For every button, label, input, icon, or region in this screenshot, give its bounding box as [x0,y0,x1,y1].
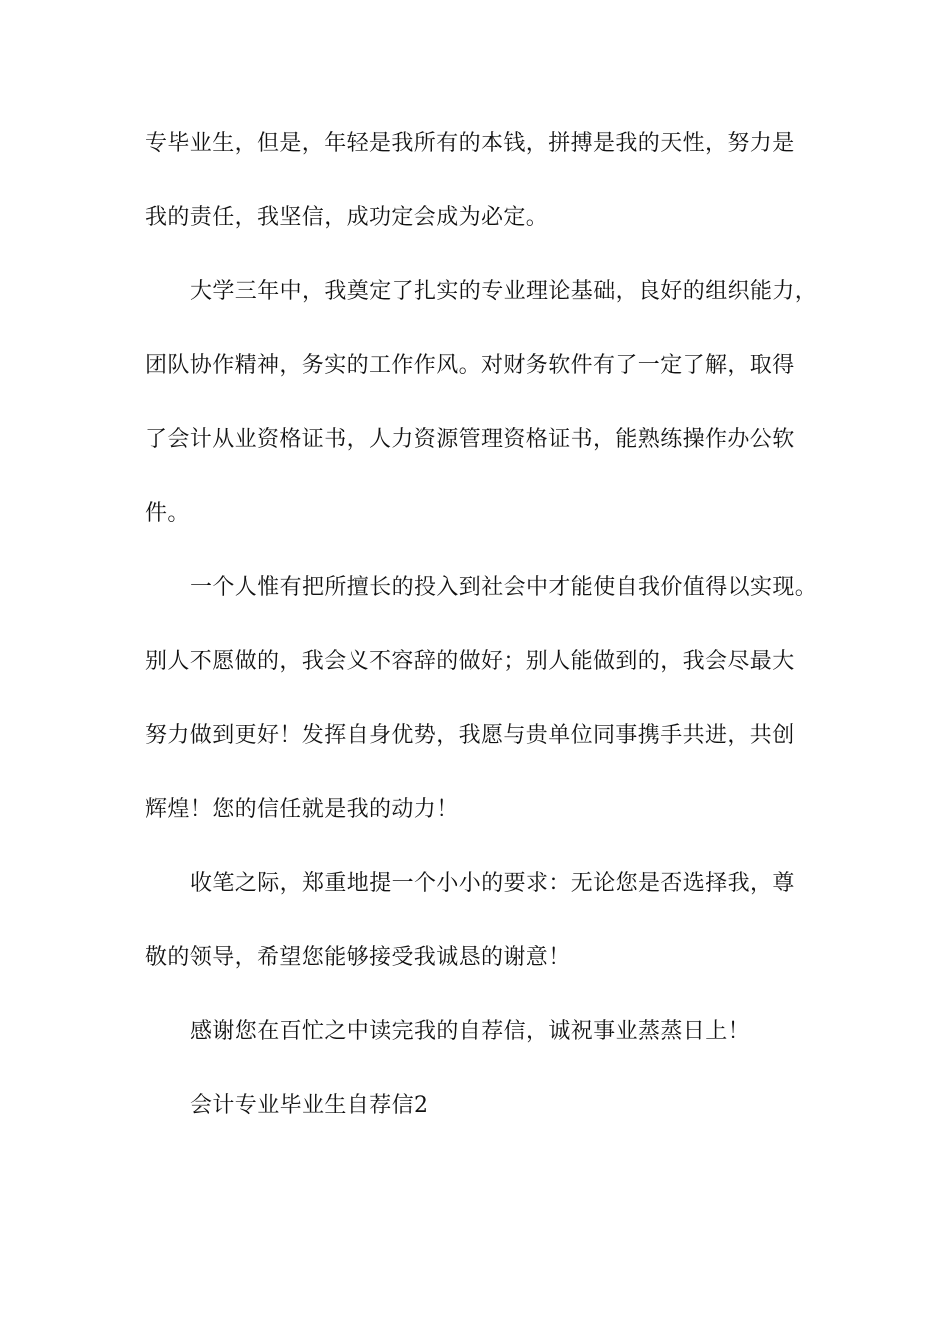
text-line-5: 了会计从业资格证书，人力资源管理资格证书，能熟练操作办公软 [145,427,795,452]
section-heading: 会计专业毕业生自荐信2 [190,1093,429,1118]
text-line-10: 辉煌！您的信任就是我的动力！ [145,797,459,822]
text-line-13: 感谢您在百忙之中读完我的自荐信，诚祝事业蒸蒸日上！ [190,1019,751,1044]
text-line-3: 大学三年中，我奠定了扎实的专业理论基础，良好的组织能力， [190,279,818,304]
text-line-11: 收笔之际，郑重地提一个小小的要求：无论您是否选择我，尊 [190,871,795,896]
text-line-1: 专毕业生，但是，年轻是我所有的本钱，拼搏是我的天性，努力是 [145,131,795,156]
text-line-4: 团队协作精神，务实的工作作风。对财务软件有了一定了解，取得 [145,353,795,378]
text-line-6: 件。 [145,501,190,526]
text-line-9: 努力做到更好！发挥自身优势，我愿与贵单位同事携手共进，共创 [145,723,795,748]
text-line-2: 我的责任，我坚信，成功定会成为必定。 [145,205,549,230]
text-line-7: 一个人惟有把所擅长的投入到社会中才能使自我价值得以实现。 [190,575,818,600]
text-line-12: 敬的领导，希望您能够接受我诚恳的谢意！ [145,945,571,970]
text-line-8: 别人不愿做的，我会义不容辞的做好；别人能做到的，我会尽最大 [145,649,795,674]
document-body [145,128,818,1164]
